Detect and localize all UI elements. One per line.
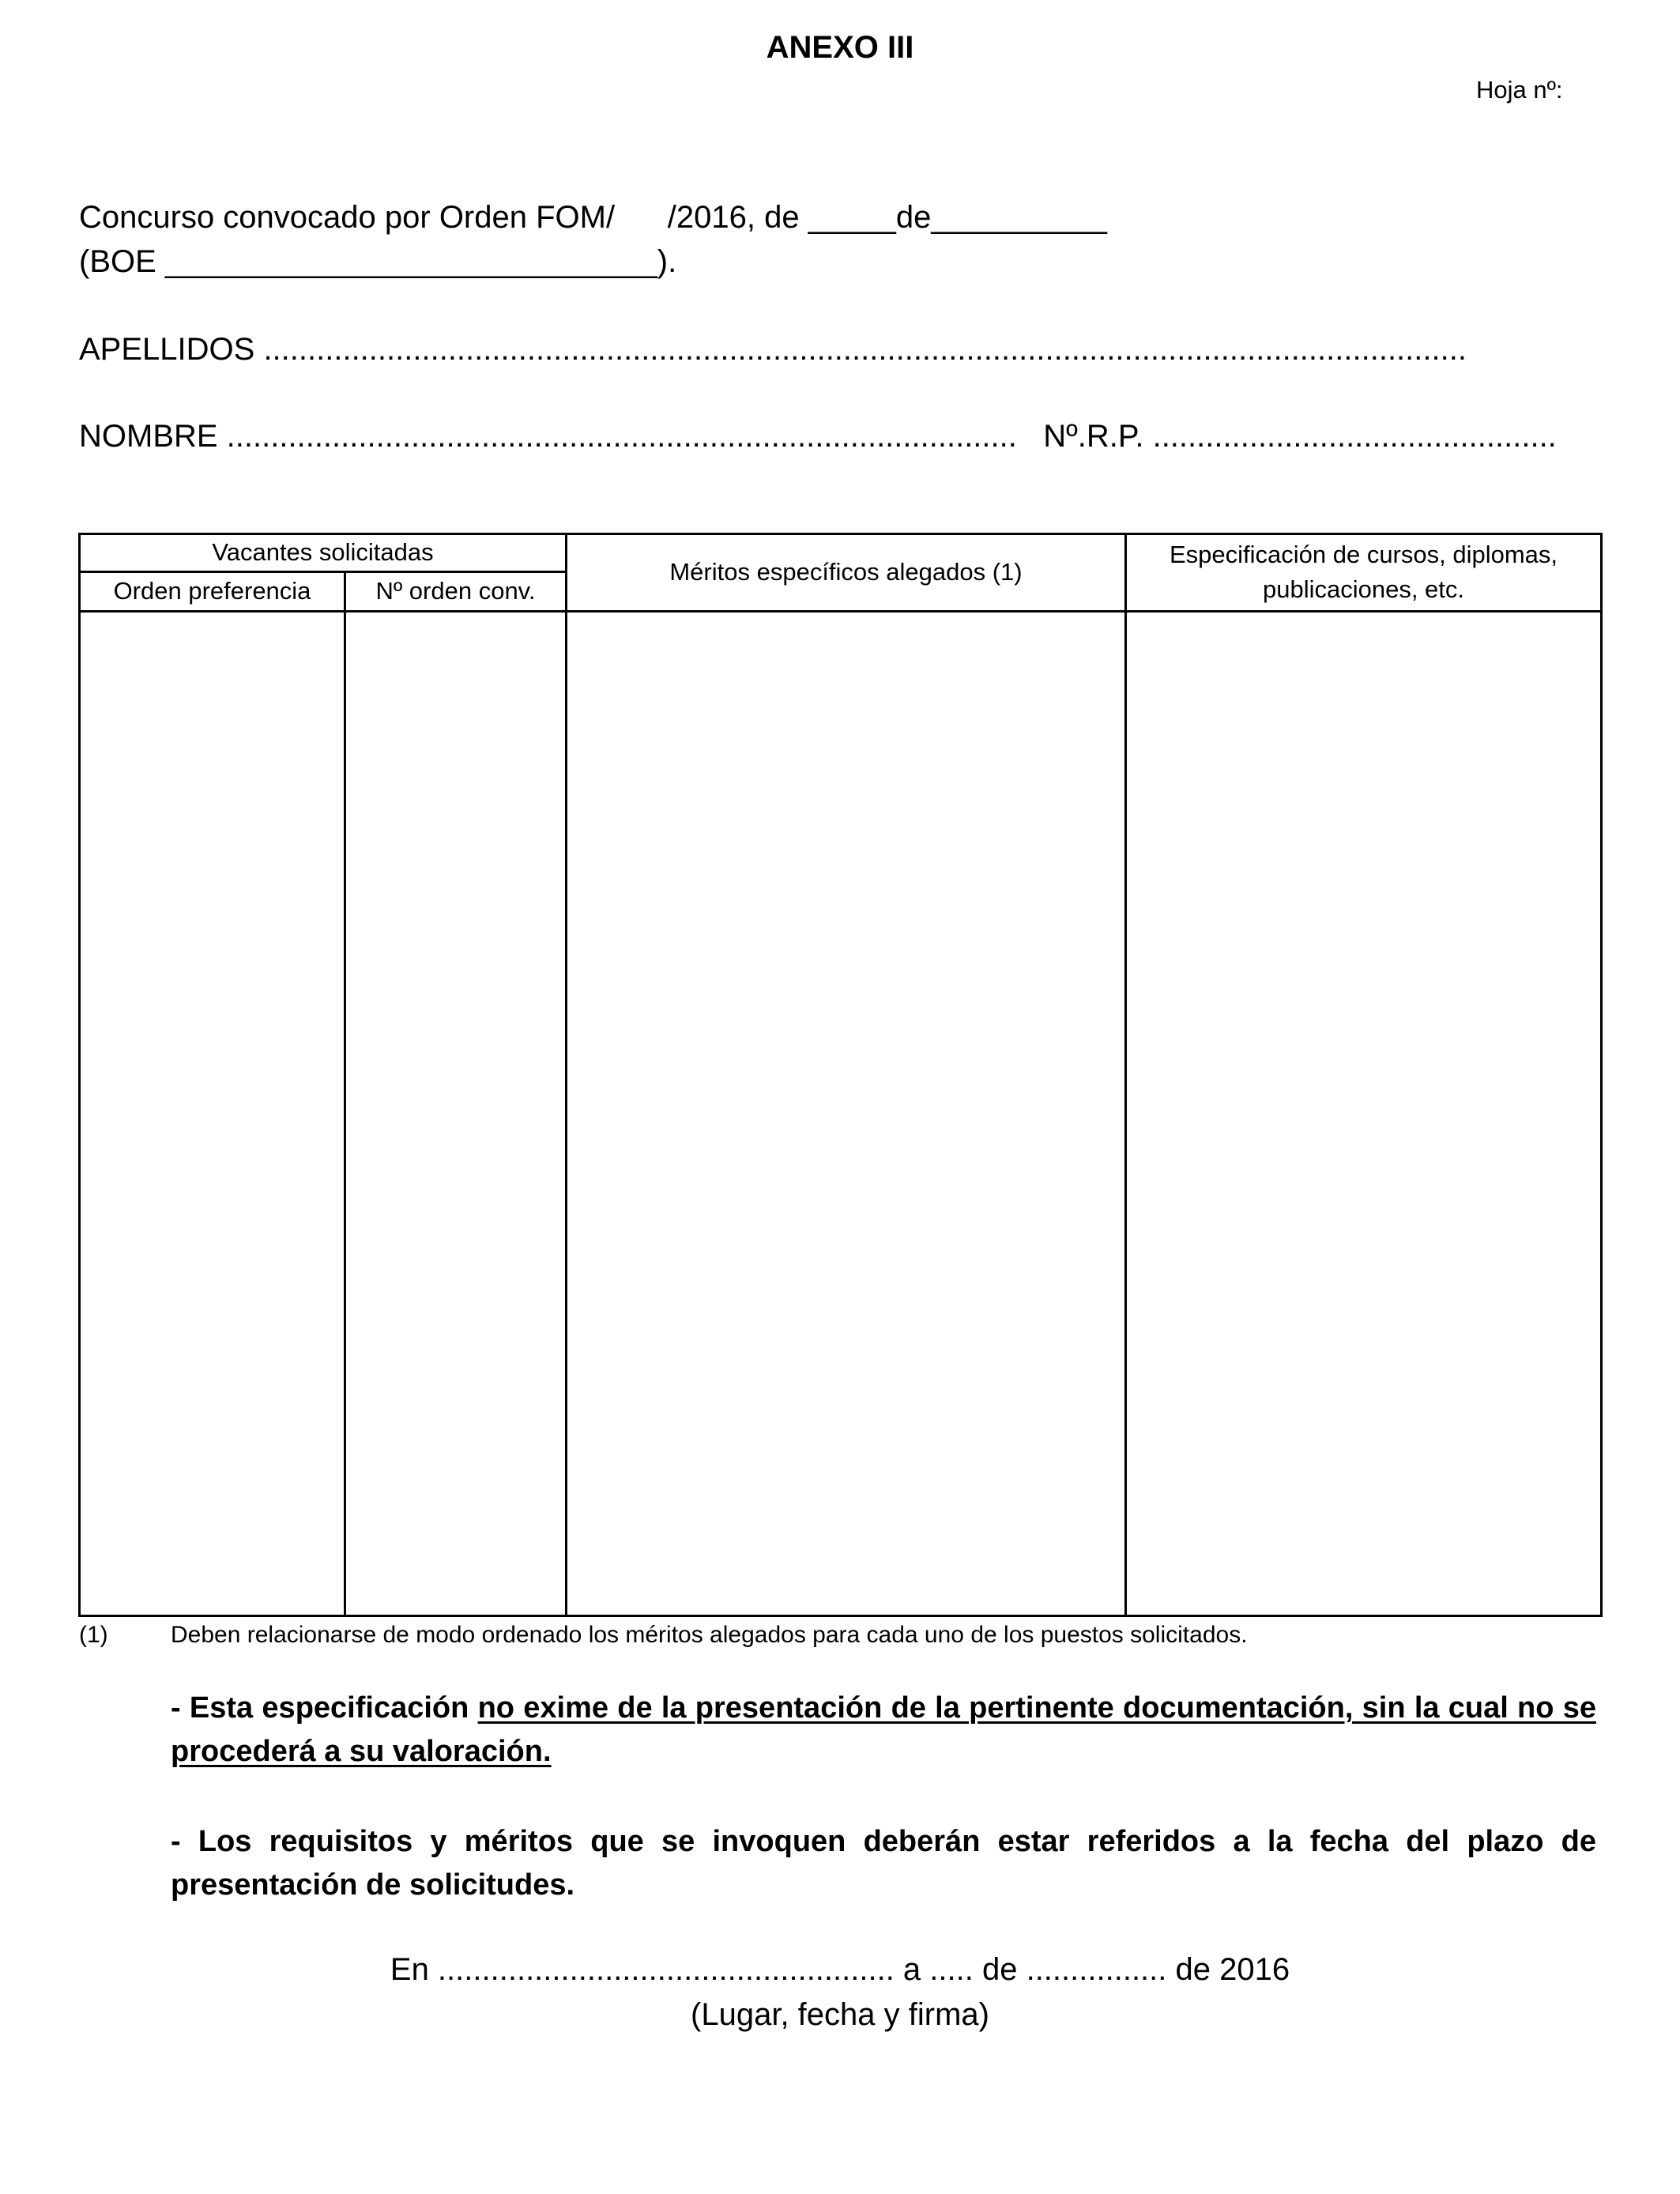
nrp-field: Nº.R.P. ..............................................: [1043, 419, 1557, 454]
apellidos-field: APELLIDOS .........................................................................................................................................: [79, 332, 1467, 367]
notice-documentation-prefix: - Esta especificación: [171, 1691, 478, 1725]
footnote-number: (1): [79, 1622, 108, 1648]
especificacion-cell[interactable]: [1126, 611, 1602, 1615]
concurso-line: Concurso convocado por Orden FOM/ /2016, de _____de__________: [79, 200, 1107, 235]
footnote-text: Deben relacionarse de modo ordenado los méritos alegados para cada uno de los puestos solicitados.: [171, 1622, 1248, 1648]
sheet-number-label: Hoja nº:: [1476, 76, 1563, 104]
notice-documentation: [171, 1687, 1596, 1774]
nombre-field: NOMBRE ..........................................................................................: [79, 419, 1017, 454]
boe-line: (BOE ____________________________).: [79, 244, 677, 279]
merits-table: [78, 533, 1603, 1617]
page-title: ANEXO III: [766, 30, 914, 65]
orden-conv-cell[interactable]: [345, 611, 567, 1615]
notice-requirements: - Los requisitos y méritos que se invoquen deberán estar referidos a la fecha del plazo de presentación de solicitudes.: [171, 1825, 1596, 1902]
vacantes-header: Vacantes solicitadas: [80, 534, 567, 572]
orden-preferencia-header: Orden preferencia: [80, 571, 345, 611]
orden-conv-header: Nº orden conv.: [345, 571, 567, 611]
signature-caption: (Lugar, fecha y firma): [691, 1997, 989, 2032]
orden-preferencia-cell[interactable]: [80, 611, 345, 1615]
nombre-line: [79, 419, 1557, 454]
notice-documentation-underlined: no exime de la presentación de la pertinente documentación, sin la cual no se procederá a su valoración.: [171, 1691, 1596, 1768]
especificacion-header: Especificación de cursos, diplomas, publicaciones, etc.: [1126, 534, 1602, 612]
meritos-cell[interactable]: [567, 611, 1126, 1615]
meritos-header: Méritos específicos alegados (1): [567, 534, 1126, 612]
place-date-line: En .................................................... a ..... de ................ de 2016: [390, 1952, 1290, 1987]
